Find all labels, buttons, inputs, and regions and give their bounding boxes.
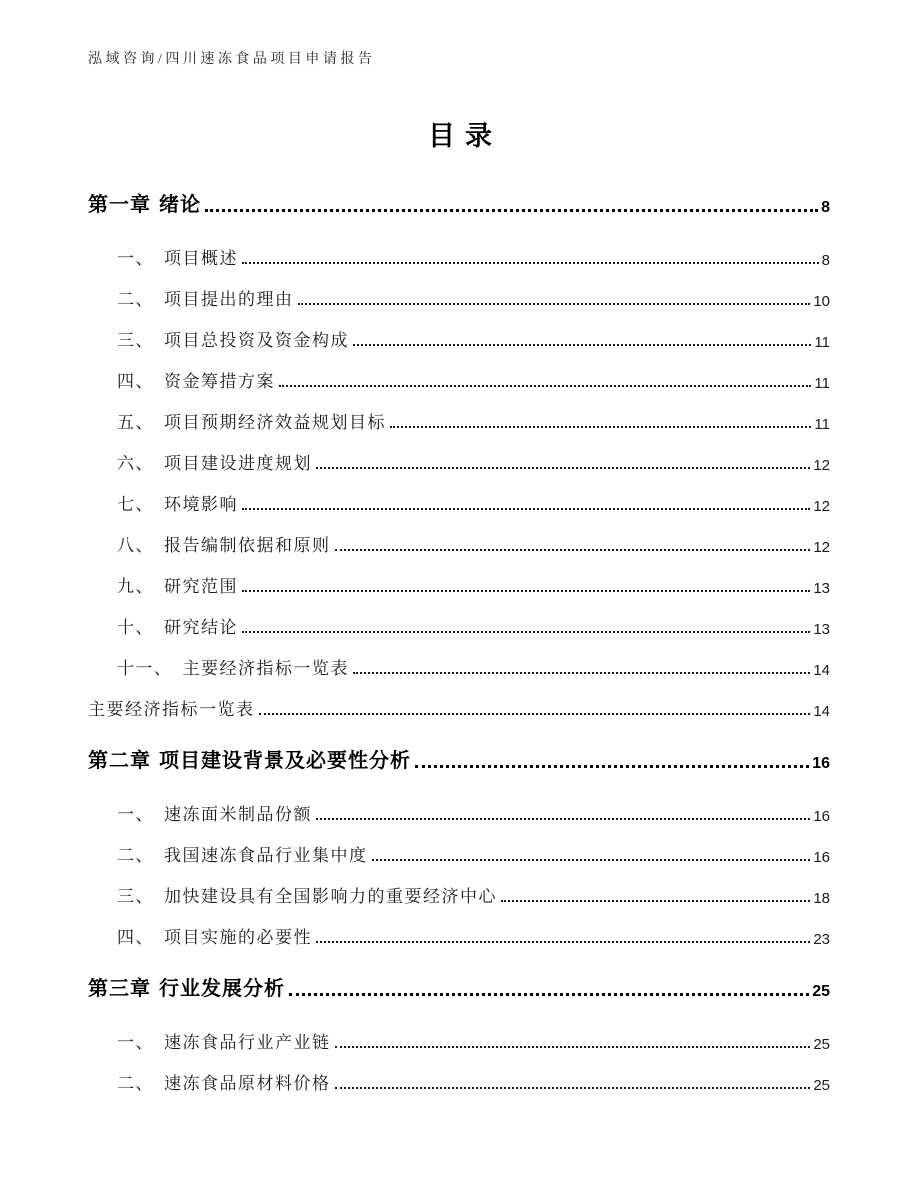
toc-item-entry[interactable] (88, 1012, 830, 1053)
dotted-leader (353, 672, 810, 674)
toc-entry-number: 第一章 (88, 194, 151, 216)
toc-entry-number: 二、 (117, 846, 154, 865)
toc-entry-page-number: 12 (813, 539, 830, 556)
toc-entry-page-number: 13 (813, 621, 830, 638)
dotted-leader (335, 1046, 811, 1048)
toc-entry-number: 二、 (117, 1074, 154, 1093)
toc-entry-number: 十一、 (117, 659, 173, 678)
toc-chapter-entry[interactable] (88, 732, 830, 773)
toc-entry-title: 项目实施的必要性 (164, 928, 312, 947)
toc-item-entry[interactable] (88, 269, 830, 310)
dotted-leader (242, 508, 810, 510)
toc-item-entry[interactable] (88, 638, 830, 679)
toc-entry-page-number: 8 (821, 252, 830, 269)
toc-chapter-entry[interactable] (88, 960, 830, 1001)
toc-entry-title: 主要经济指标一览表 (182, 659, 349, 678)
dotted-leader (298, 303, 811, 305)
toc-entry-title: 项目建设背景及必要性分析 (159, 750, 411, 772)
toc-entry-page-number: 16 (813, 808, 830, 825)
toc-entry-page-number: 8 (821, 199, 830, 216)
toc-item-entry[interactable] (88, 784, 830, 825)
toc-chapter-entry[interactable] (88, 176, 830, 217)
toc-entry-page-number: 14 (813, 703, 830, 720)
toc-entry-number: 十、 (117, 618, 154, 637)
toc-item-entry[interactable] (88, 1053, 830, 1094)
toc-item-entry[interactable] (88, 474, 830, 515)
toc-entry-page-number: 12 (813, 498, 830, 515)
toc-entry-number: 三、 (117, 331, 154, 350)
toc-entry-number: 八、 (117, 536, 154, 555)
toc-entry-number: 四、 (117, 372, 154, 391)
toc-entry-title: 环境影响 (164, 495, 238, 514)
toc-entry-title: 速冻食品行业产业链 (164, 1033, 331, 1052)
toc-entry-page-number: 10 (813, 293, 830, 310)
page-title: 目录 (428, 121, 502, 151)
dotted-leader (316, 818, 810, 820)
toc-entry-title: 速冻食品原材料价格 (164, 1074, 331, 1093)
toc (0, 176, 920, 1094)
toc-entry-page-number: 11 (814, 416, 830, 433)
toc-entry-number: 第三章 (88, 978, 151, 1000)
toc-entry-title: 项目总投资及资金构成 (164, 331, 349, 350)
toc-entry-title: 加快建设具有全国影响力的重要经济中心 (164, 887, 497, 906)
dotted-leader (259, 713, 811, 715)
dotted-leader (205, 209, 818, 212)
toc-entry-page-number: 25 (812, 983, 830, 1000)
toc-entry-page-number: 18 (813, 890, 830, 907)
dotted-leader (415, 765, 809, 768)
dotted-leader (316, 467, 810, 469)
toc-entry-number: 五、 (117, 413, 154, 432)
toc-entry-title: 绪论 (159, 194, 201, 216)
document-header: 泓域咨询/四川速冻食品项目申请报告 (88, 52, 376, 67)
dotted-leader (501, 900, 810, 902)
toc-item-entry[interactable] (88, 351, 830, 392)
toc-entry-title: 行业发展分析 (159, 978, 285, 1000)
toc-entry-number: 六、 (117, 454, 154, 473)
dotted-leader (335, 1087, 811, 1089)
toc-entry-page-number: 16 (812, 755, 830, 772)
toc-entry-page-number: 11 (814, 334, 830, 351)
toc-item-entry[interactable] (88, 310, 830, 351)
toc-entry-page-number: 12 (813, 457, 830, 474)
toc-item-entry[interactable] (88, 556, 830, 597)
dotted-leader (335, 549, 811, 551)
toc-entry-number: 七、 (117, 495, 154, 514)
toc-item-entry[interactable] (88, 825, 830, 866)
toc-entry-page-number: 11 (814, 375, 830, 392)
toc-entry-page-number: 14 (813, 662, 830, 679)
toc-entry-title: 项目概述 (164, 249, 238, 268)
toc-entry-title: 项目提出的理由 (164, 290, 294, 309)
toc-item-entry[interactable] (88, 392, 830, 433)
toc-entry-page-number: 25 (813, 1077, 830, 1094)
dotted-leader (372, 859, 811, 861)
dotted-leader (390, 426, 811, 428)
dotted-leader (242, 590, 810, 592)
dotted-leader (353, 344, 811, 346)
toc-entry-number: 第二章 (88, 750, 151, 772)
toc-item-entry[interactable] (88, 433, 830, 474)
toc-entry-number: 四、 (117, 928, 154, 947)
toc-entry-title: 项目预期经济效益规划目标 (164, 413, 386, 432)
toc-entry-title: 报告编制依据和原则 (164, 536, 331, 555)
toc-entry-number: 一、 (117, 1033, 154, 1052)
toc-entry-number: 三、 (117, 887, 154, 906)
toc-item-entry[interactable] (88, 907, 830, 948)
toc-entry-title: 我国速冻食品行业集中度 (164, 846, 368, 865)
toc-entry-number: 二、 (117, 290, 154, 309)
dotted-leader (289, 993, 809, 996)
toc-entry-title: 研究范围 (164, 577, 238, 596)
toc-entry-page-number: 23 (813, 931, 830, 948)
toc-entry-number: 一、 (117, 805, 154, 824)
toc-item-entry[interactable] (88, 866, 830, 907)
dotted-leader (316, 941, 810, 943)
toc-item-entry[interactable] (88, 515, 830, 556)
dotted-leader (242, 262, 819, 264)
dotted-leader (279, 385, 811, 387)
toc-entry-page-number: 13 (813, 580, 830, 597)
toc-entry-page-number: 16 (813, 849, 830, 866)
toc-entry-title: 研究结论 (164, 618, 238, 637)
dotted-leader (242, 631, 810, 633)
toc-item-entry[interactable] (88, 228, 830, 269)
toc-item-entry[interactable] (88, 679, 830, 720)
toc-entry-title: 主要经济指标一览表 (88, 700, 255, 719)
toc-entry-number: 一、 (117, 249, 154, 268)
toc-entry-page-number: 25 (813, 1036, 830, 1053)
toc-entry-number: 九、 (117, 577, 154, 596)
toc-item-entry[interactable] (88, 597, 830, 638)
toc-entry-title: 速冻面米制品份额 (164, 805, 312, 824)
toc-entry-title: 项目建设进度规划 (164, 454, 312, 473)
toc-entry-title: 资金筹措方案 (164, 372, 275, 391)
